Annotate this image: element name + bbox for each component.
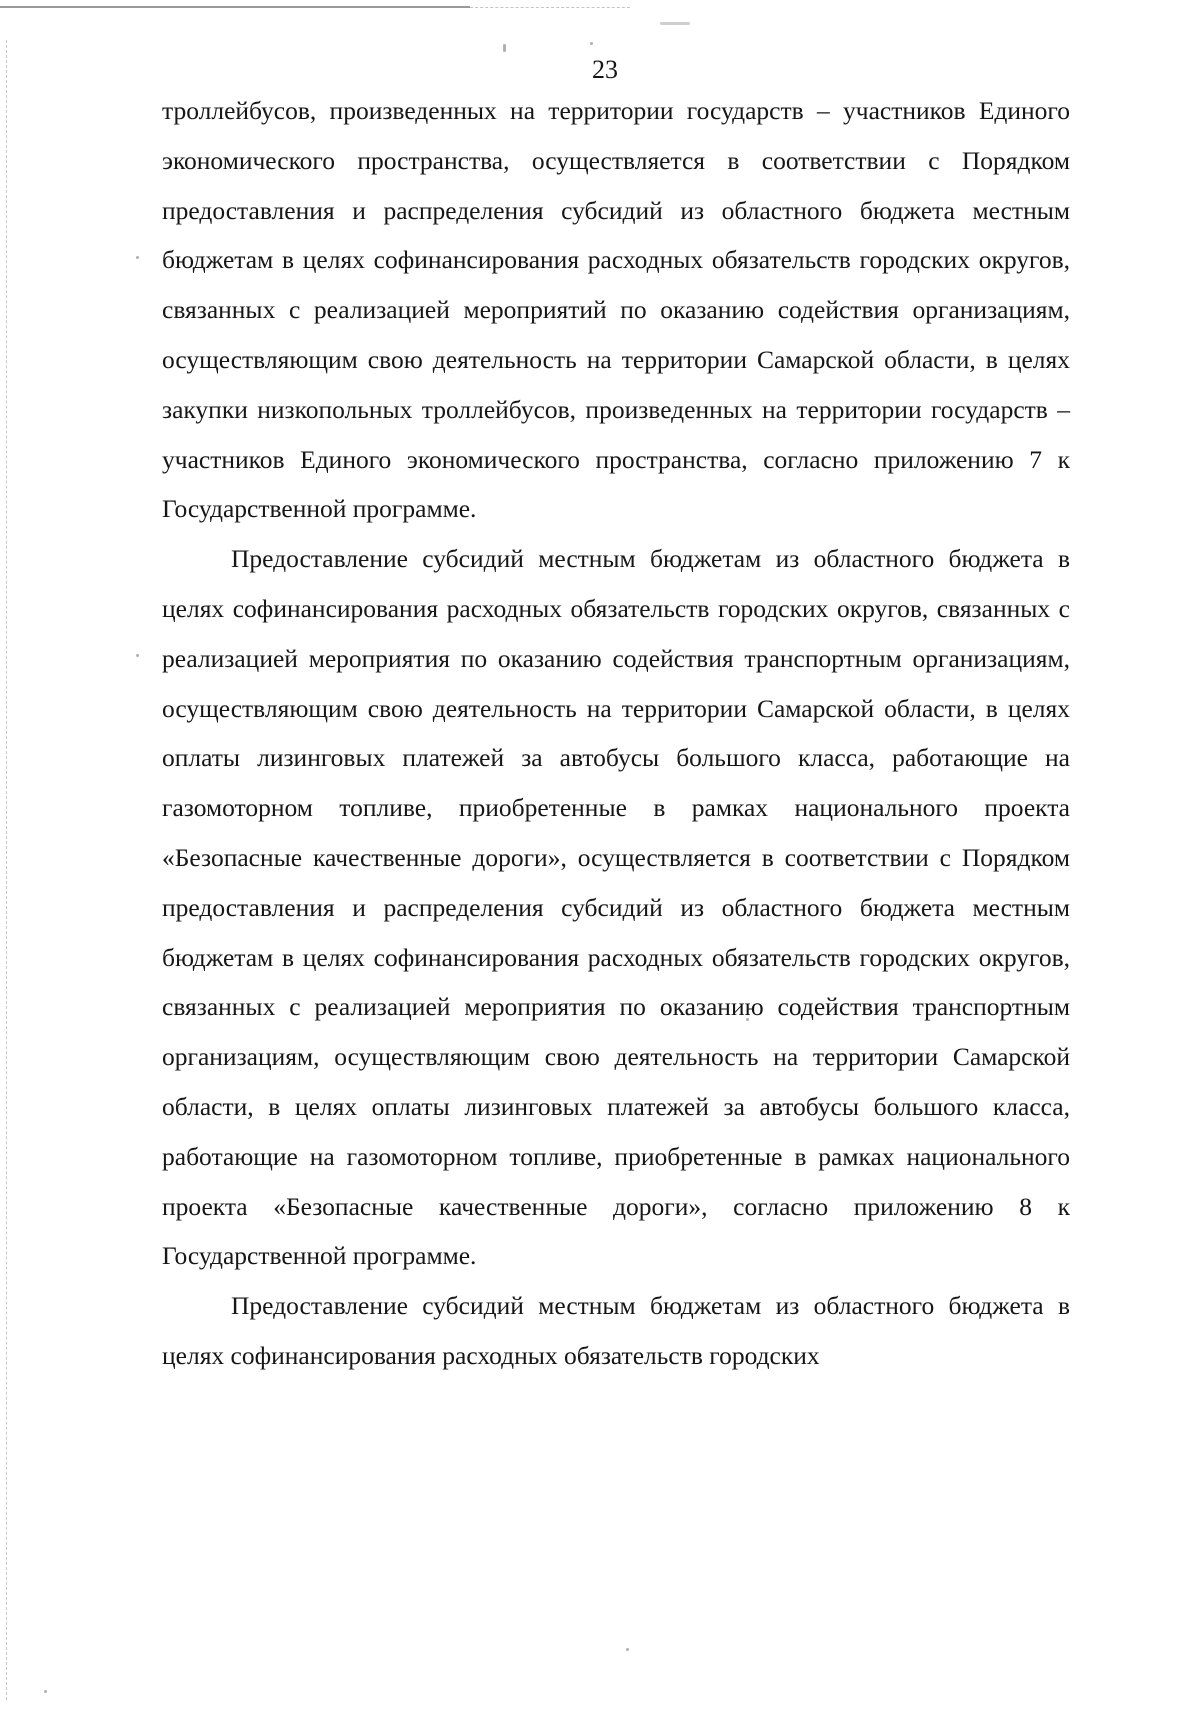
scan-edge-top xyxy=(0,6,470,8)
scan-speck xyxy=(44,1690,47,1693)
paragraph: Предоставление субсидий местным бюджетам из областного бюджета в целях софинансирования расходных обязательств городских xyxy=(162,1291,1070,1370)
scan-edge-top-faint xyxy=(470,7,630,8)
paragraph: Предоставление субсидий местным бюджетам из областного бюджета в целях софинансирования расходных обязательств городских округов, связанных с реализацией мероприятия по оказанию содействия транспортным организациям, осуществляющим свою деятельность на территории Самарской области, в целях оплаты лизинговых платежей за автобусы большого класса, работающие на газомоторном топливе, приобретенные в рамках национального проекта «Безопасные качественные дороги», осуществляется в соответствии с Порядком предоставления и распределения субсидий из областного бюджета местным бюджетам в целях софинансирования расходных обязательств городских округов, связанных с реализацией мероприятия по оказанию содействия транспортным организациям, осуществляющим свою деятельность на территории Самарской области, в целях оплаты лизинговых платежей за автобусы большого класса, работающие на газомоторном топливе, приобретенные в рамках национального проекта «Безопасные качественные дороги», согласно приложению 8 к Государственной программе. xyxy=(162,544,1070,1271)
page-number: 23 xyxy=(592,55,618,84)
scan-speck xyxy=(136,256,139,259)
scan-edge-left xyxy=(6,40,7,1700)
scan-speck xyxy=(660,22,690,25)
scan-speck xyxy=(503,44,506,52)
paragraph: троллейбусов, произведенных на территории государств – участников Единого экономического пространства, осуществляется в соответствии с Порядком предоставления и распределения субсидий из областного бюджета местным бюджетам в целях софинансирования расходных обязательств городских округов, связанных с реализацией мероприятий по оказанию содействия организациям, осуществляющим свою деятельность на территории Самарской области, в целях закупки низкопольных троллейбусов, произведенных на территории государств – участников Единого экономического пространства, согласно приложению 7 к Государственной программе. xyxy=(162,96,1070,524)
scan-speck xyxy=(136,654,139,657)
scan-speck xyxy=(626,1648,629,1651)
document-body xyxy=(162,86,1070,1381)
scan-speck xyxy=(590,42,593,45)
